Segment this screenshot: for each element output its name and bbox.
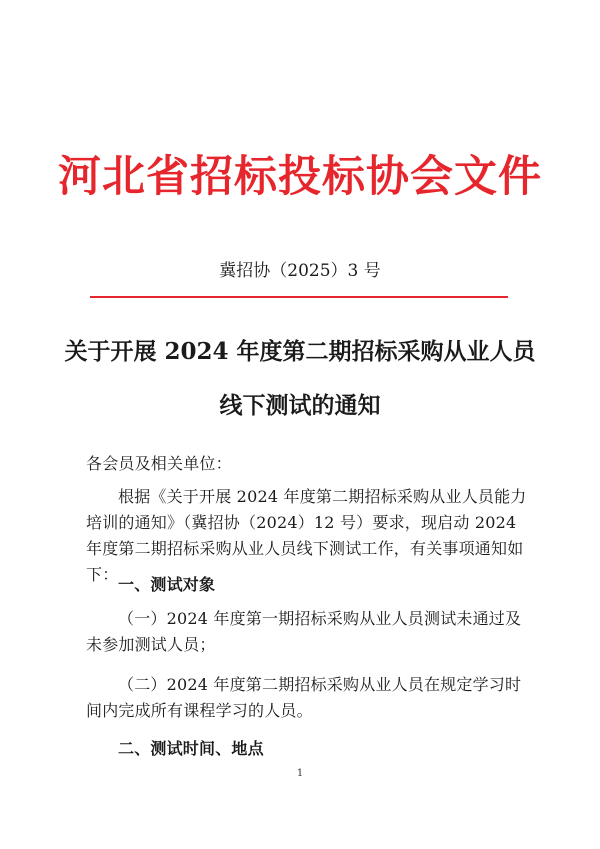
salutation: 各会员及相关单位： (86, 454, 232, 473)
doc-number: 冀招协（2025）3 号 (219, 261, 381, 281)
red-divider (90, 296, 508, 298)
section2-heading: 二、测试时间、地点 (118, 739, 264, 758)
notice-title-line2: 线下测试的通知 (219, 392, 381, 419)
section1-item2: （二）2024 年度第二期招标采购从业人员在规定学习时间内完成所有课程学习的人员。 (86, 675, 522, 720)
notice-title-line1: 关于开展 2024 年度第二期招标采购从业人员 (64, 338, 536, 365)
section1-heading: 一、测试对象 (118, 575, 216, 594)
intro-paragraph: 根据《关于开展 2024 年度第二期招标采购从业人员能力培训的通知》（冀招协（2024）12 号）要求，现启动 2024 年度第二期招标采购从业人员线下测试工作，有关事项通知如下： (86, 487, 527, 584)
page-number: 1 (296, 768, 304, 779)
notice-title (40, 325, 560, 433)
section1-item1: （一）2024 年度第一期招标采购从业人员测试未通过及未参加测试人员； (86, 609, 522, 654)
org-title: 河北省招标投标协会文件 (58, 152, 542, 202)
